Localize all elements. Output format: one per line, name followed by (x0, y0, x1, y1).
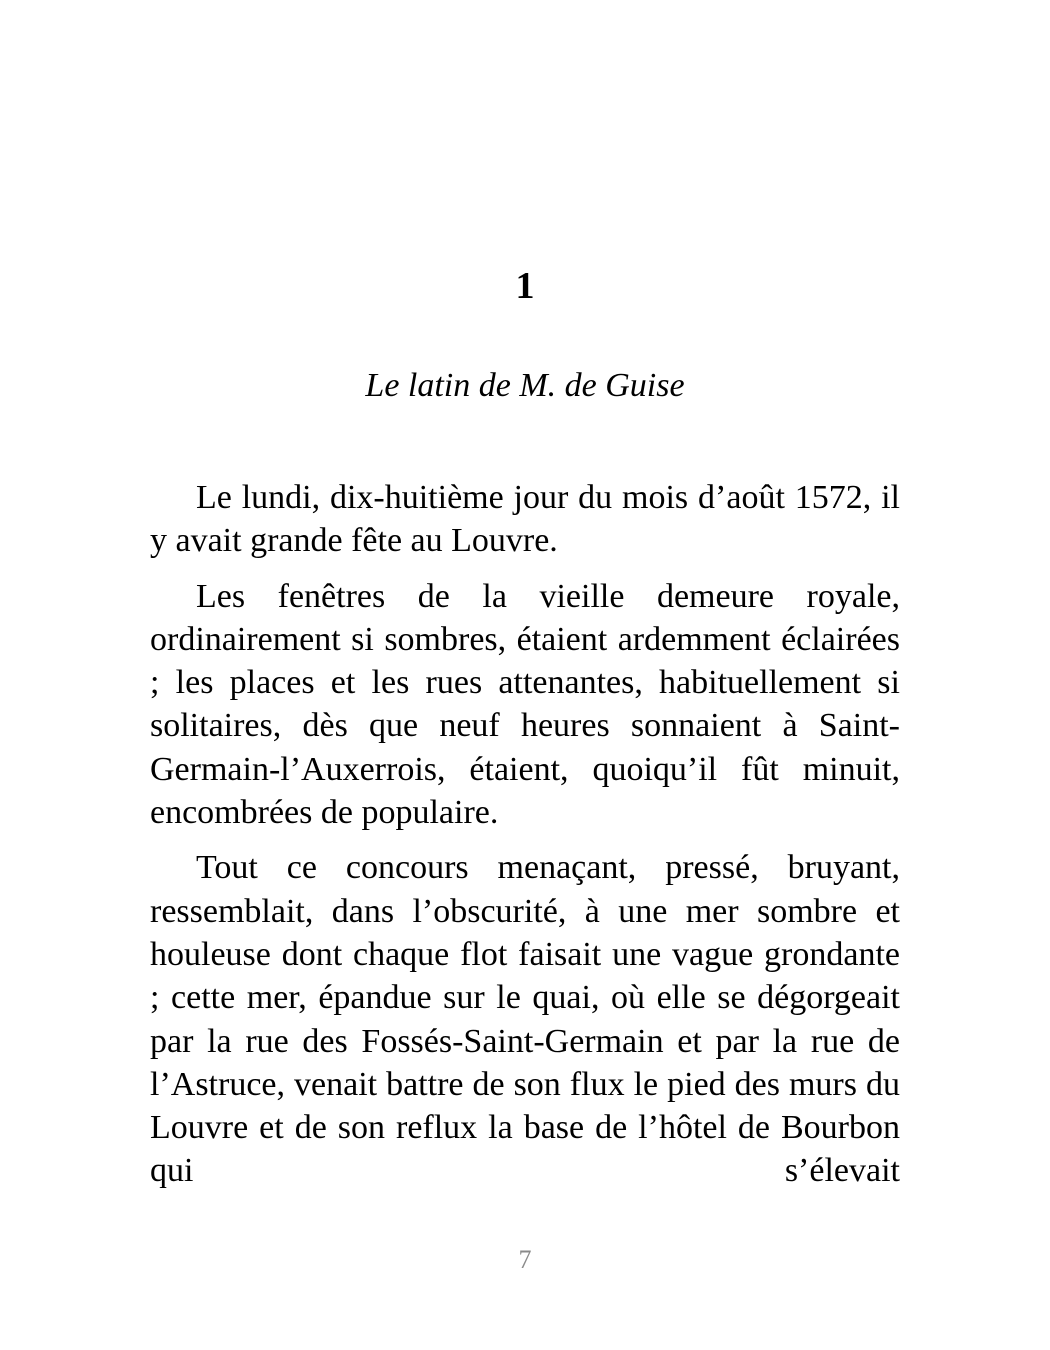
paragraph: Le lundi, dix-huitième jour du mois d’août 1572, il y avait grande fête au Louvre. (150, 479, 900, 560)
chapter-number: 1 (515, 265, 535, 307)
body-text (150, 476, 900, 1205)
page-number: 7 (518, 1245, 532, 1274)
chapter-title: Le latin de M. de Guise (365, 367, 685, 404)
paragraph: Les fenêtres de la vieille demeure royale, ordinairement si sombres, étaient ardemment éclairées ; les places et les rues attenantes, habituellement si solitaires, dès que neuf heures sonnaient à Saint-Germain-l’Auxerrois, étaient, quoiqu’il fût minuit, encombrées de populaire. (150, 577, 900, 832)
paragraph: Tout ce concours menaçant, pressé, bruyant, ressemblait, dans l’obscurité, à une mer sombre et houleuse dont chaque flot faisait une vague grondante ; cette mer, épandue sur le quai, où elle se dégorgeait par la rue des Fossés-Saint-Germain et par la rue de l’Astruce, venait battre de son flux le pied des murs du Louvre et de son reflux la base de l’hôtel de Bourbon qui s’élevait (150, 849, 900, 1190)
